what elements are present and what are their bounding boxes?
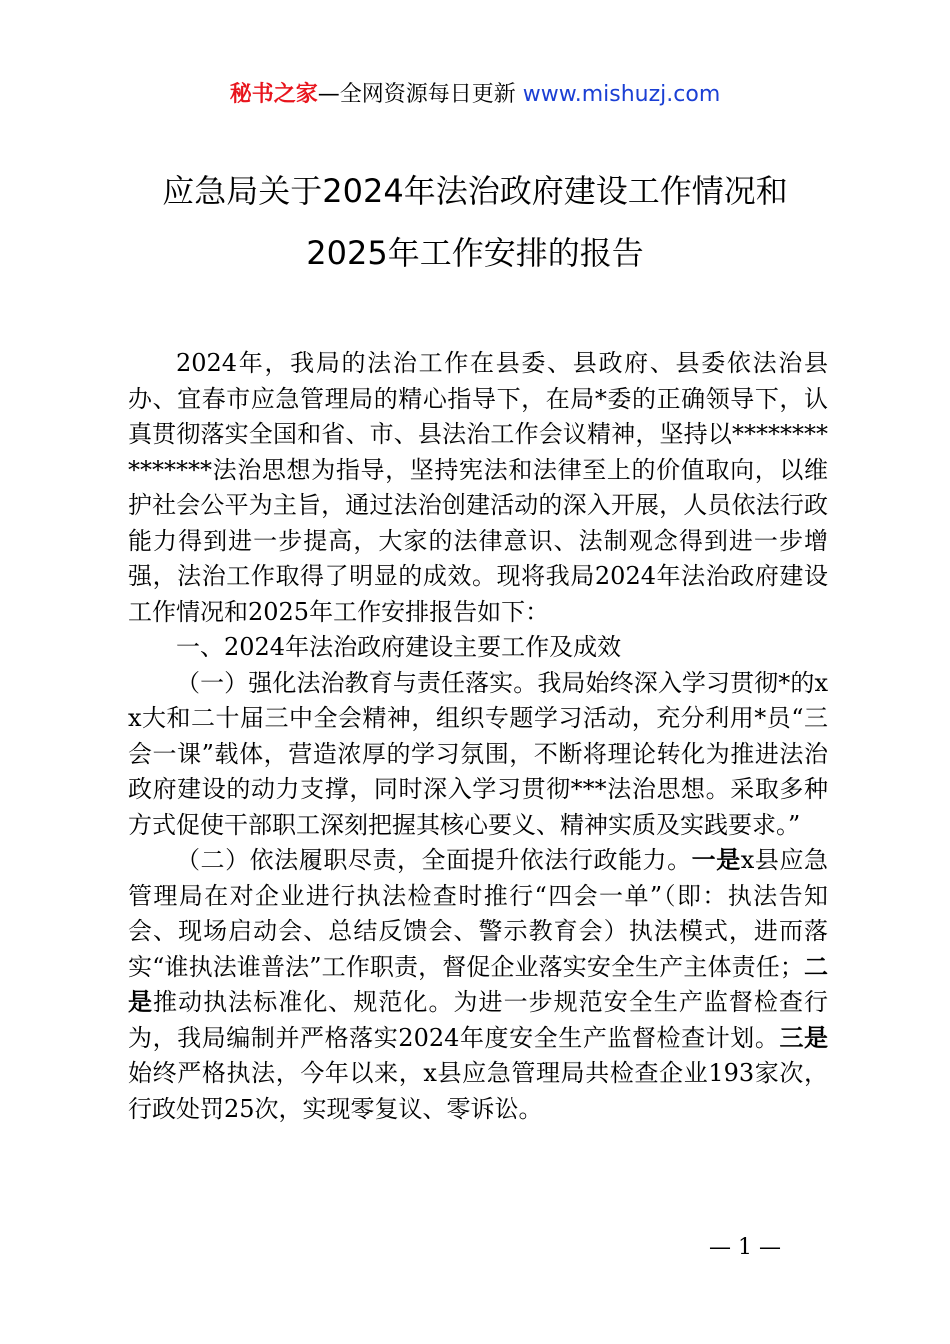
point-one-label: 一是	[691, 846, 741, 874]
intro-paragraph: 2024年，我局的法治工作在县委、县政府、县委依法治县办、宜春市应急管理局的精心指导下，在局*委的正确领导下，认真贯彻落实全国和省、市、县法治工作会议精神，坚持以***************法治思想为指导，坚持宪法和法律至上的价值取向，以维护社会公平为主旨，通过法治创建活动的深入开展，人员依法行政能力得到进一步提高，大家的法律意识、法制观念得到进一步增强，法治工作取得了明显的成效。现将我局2024年法治政府建设工作情况和2025年工作安排报告如下：	[128, 349, 828, 626]
point-three-label: 三是	[779, 1023, 829, 1052]
point-three-text: 始终严格执法，今年以来，x县应急管理局共检查企业193家次，行政处罚25次，实现零复议、零诉讼。	[128, 1059, 828, 1123]
title-line-2: 2025年工作安排的报告	[306, 234, 644, 272]
duty-lead: （二）依法履职尽责，全面提升依法行政能力。	[176, 846, 692, 874]
document-body	[128, 346, 828, 1127]
section-heading-1: 一、2024年法治政府建设主要工作及成效	[176, 633, 622, 661]
site-tagline: —全网资源每日更新	[317, 82, 523, 107]
document-title	[70, 160, 880, 284]
site-brand: 秘书之家	[229, 82, 318, 107]
site-url-link[interactable]: www.mishuzj.com	[522, 82, 721, 107]
paragraph-duty	[128, 843, 828, 1127]
page-number: — 1 —	[709, 1235, 781, 1260]
title-line-1: 应急局关于2024年法治政府建设工作情况和	[162, 172, 788, 210]
point-two-text: 推动执法标准化、规范化。为进一步规范安全生产监督检查行为，我局编制并严格落实2024年度安全生产监督检查计划。	[128, 988, 829, 1052]
site-header	[0, 80, 950, 110]
paragraph-education: （一）强化法治教育与责任落实。我局始终深入学习贯彻*的xx大和二十届三中全会精神，组织专题学习活动，充分利用*员“三会一课”载体，营造浓厚的学习氛围，不断将理论转化为推进法治政府建设的动力支撑，同时深入学习贯彻***法治思想。采取多种方式促使干部职工深刻把握其核心要义、精神实质及实践要求。”	[128, 668, 828, 839]
point-one-text: x县应急管理局在对企业进行执法检查时推行“四会一单”（即：执法告知会、现场启动会、总结反馈会、警示教育会）执法模式，进而落实“谁执法谁普法”工作职责，督促企业落实安全生产主体责任；	[128, 846, 828, 981]
point-two-label: 二是	[128, 952, 828, 1016]
